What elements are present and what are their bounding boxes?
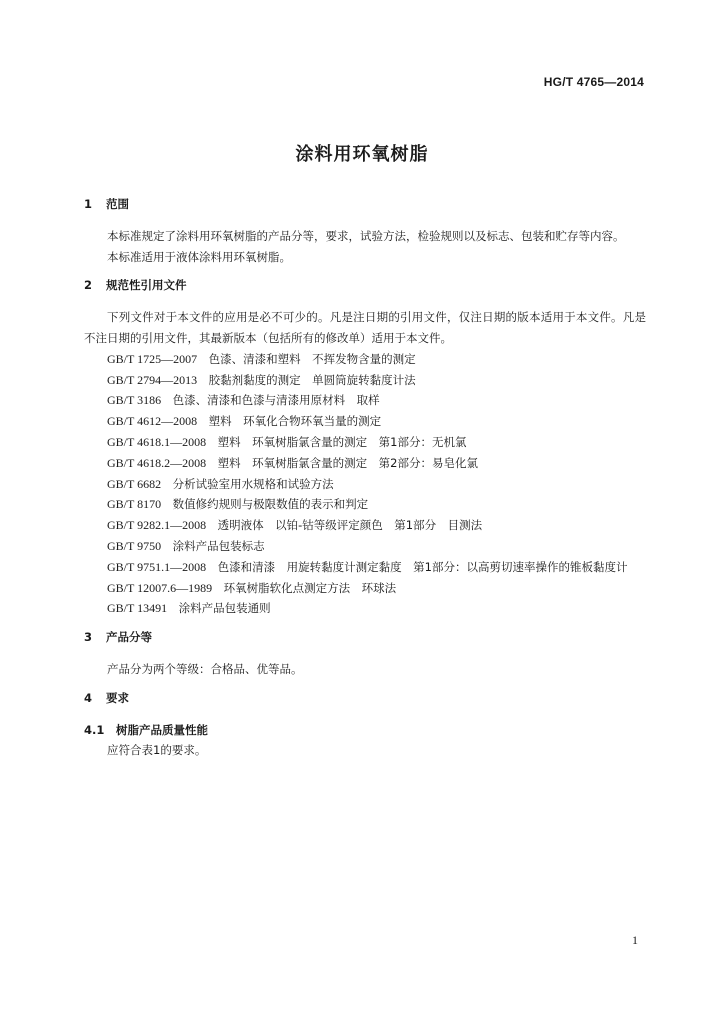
reference-title: 涂料产品包装通则 xyxy=(178,601,271,616)
subsection-number: 4.1 xyxy=(84,722,105,737)
page-number: 1 xyxy=(632,933,638,947)
reference-item xyxy=(84,536,646,557)
reference-code: GB/T 1725—2007 xyxy=(107,351,198,366)
reference-item xyxy=(84,598,646,619)
reference-item xyxy=(84,390,646,411)
paragraph: 本标准适用于液体涂料用环氧树脂。 xyxy=(107,249,291,264)
section-title: 要求 xyxy=(106,690,129,705)
reference-code: GB/T 12007.6—1989 xyxy=(107,580,213,595)
section-3-heading xyxy=(84,627,646,648)
reference-item xyxy=(84,370,646,391)
reference-title: 色漆和清漆 用旋转黏度计测定黏度 第1部分：以高剪切速率操作的锥板黏度计 xyxy=(217,559,628,574)
section-number: 2 xyxy=(84,278,93,293)
section-1-heading xyxy=(84,194,646,215)
reference-item xyxy=(84,494,646,515)
reference-item xyxy=(84,515,646,536)
section-number: 1 xyxy=(84,197,93,211)
standard-code: HG/T 4765—2014 xyxy=(543,75,644,89)
reference-title: 色漆、清漆和色漆与清漆用原材料 取样 xyxy=(172,393,380,408)
section-title: 规范性引用文件 xyxy=(106,278,187,293)
reference-code: GB/T 8170 xyxy=(107,497,162,512)
paragraph: 产品分为两个等级：合格品、优等品。 xyxy=(107,661,303,676)
reference-item xyxy=(84,432,646,453)
document-body xyxy=(84,194,646,761)
reference-title: 塑料 环氧树脂氯含量的测定 第1部分：无机氯 xyxy=(217,434,467,449)
reference-code: GB/T 9282.1—2008 xyxy=(107,518,207,533)
reference-title: 分析试验室用水规格和试验方法 xyxy=(172,476,334,491)
reference-title: 塑料 环氧树脂氯含量的测定 第2部分：易皂化氯 xyxy=(217,455,478,470)
section-2-heading xyxy=(84,275,646,296)
reference-code: GB/T 4618.1—2008 xyxy=(107,434,207,449)
paragraph: 应符合表1的要求。 xyxy=(107,743,207,758)
subsection-title: 树脂产品质量性能 xyxy=(116,722,208,737)
reference-code: GB/T 6682 xyxy=(107,476,162,491)
section-title: 范围 xyxy=(106,197,129,211)
reference-title: 数值修约规则与极限数值的表示和判定 xyxy=(172,497,369,512)
reference-title: 透明液体 以铂-钴等级评定颜色 第1部分 目测法 xyxy=(217,518,483,533)
reference-item xyxy=(84,474,646,495)
section-4-heading xyxy=(84,688,646,709)
reference-title: 胶黏剂黏度的测定 单圆筒旋转黏度计法 xyxy=(208,372,416,387)
section-number: 4 xyxy=(84,690,93,705)
reference-code: GB/T 2794—2013 xyxy=(107,372,198,387)
reference-title: 涂料产品包装标志 xyxy=(172,538,265,553)
document-title: 涂料用环氧树脂 xyxy=(295,144,429,165)
paragraph: 下列文件对于本文件的应用是必不可少的。凡是注日期的引用文件，仅注日期的版本适用于本文件。凡是不注日期的引用文件，其最新版本（包括所有的修改单）适用于本文件。 xyxy=(84,310,646,345)
reference-item xyxy=(84,578,646,599)
reference-item xyxy=(84,557,646,578)
reference-item xyxy=(84,349,646,370)
reference-item xyxy=(84,453,646,474)
reference-code: GB/T 9751.1—2008 xyxy=(107,559,207,574)
reference-code: GB/T 9750 xyxy=(107,538,162,553)
section-number: 3 xyxy=(84,630,93,645)
reference-title: 色漆、清漆和塑料 不挥发物含量的测定 xyxy=(208,351,416,366)
section-title: 产品分等 xyxy=(106,630,152,645)
reference-title: 塑料 环氧化合物环氧当量的测定 xyxy=(208,414,382,429)
subsection-4-1-heading xyxy=(84,720,646,741)
reference-title: 环氧树脂软化点测定方法 环球法 xyxy=(223,580,397,595)
paragraph: 本标准规定了涂料用环氧树脂的产品分等，要求，试验方法，检验规则以及标志、包装和贮存等内容。 xyxy=(107,228,625,243)
reference-code: GB/T 13491 xyxy=(107,601,168,616)
reference-code: GB/T 4612—2008 xyxy=(107,414,198,429)
reference-code: GB/T 3186 xyxy=(107,393,162,408)
reference-code: GB/T 4618.2—2008 xyxy=(107,455,207,470)
reference-item xyxy=(84,411,646,432)
